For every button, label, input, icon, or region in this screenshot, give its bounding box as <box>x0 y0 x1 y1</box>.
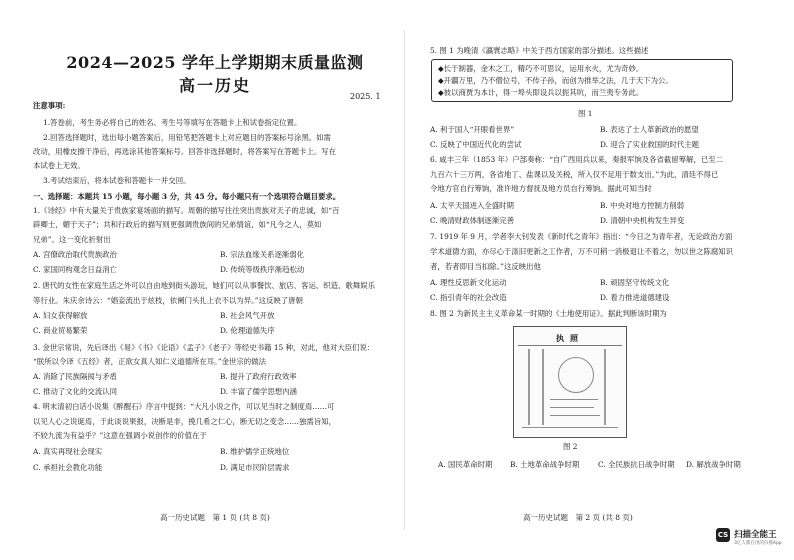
certificate-seal <box>558 357 594 393</box>
text-line: 令地方官自行筹饷，准许地方督抚及地方员自行筹饷。据此可知当时 <box>430 184 652 193</box>
text-line: 者，若者即目当扣除。”这反映出他 <box>430 262 541 271</box>
text-line: 3.考试结束后，将本试卷和答题卡一并交回。 <box>43 176 191 185</box>
option-b: B. 土地革命战争时期 <box>510 460 580 469</box>
option-d: D. 解放战争时期 <box>686 460 741 469</box>
quote-line: ◆开疆万里，乃不僧位号，不传子孙，而创为推举之法，几于天下为公。 <box>438 76 673 85</box>
text-line: 3. 金世宗常说，先后译出《易》《书》《论语》《孟子》《老子》等经史书籍 15 种，对此，他对大臣们说： <box>33 343 375 352</box>
option-a: A. 国民革命时期 <box>438 460 493 469</box>
text-line: 本试卷上无效。 <box>33 161 85 170</box>
certificate-text-line <box>550 399 598 400</box>
text-line: 注意事项: <box>33 101 66 110</box>
figure-1-quote-box <box>431 59 733 102</box>
text-line: B. 中央对地方控制力削弱 <box>600 201 685 210</box>
certificate-column <box>604 349 606 425</box>
quote-line: ◆彼以商贾为本计，得一埠头即设兵以扼其吭，而兰夷专务此。 <box>438 88 644 97</box>
watermark-name: 扫描全能王 <box>734 530 777 540</box>
text-line: 8. 图 2 为新民主主义革命某一时期的《土地使用证》。据此判断该时期为 <box>430 309 667 318</box>
page-2-footer: 高一历史试题 第 2 页 (共 8 页) <box>523 513 633 522</box>
exam-date: 2025. 1 <box>350 92 381 101</box>
text-line: 1.《诗经》中有大量关于贵族家宴场面的描写。周朝的描写往往突出贵族对天子的忠诚，如“百 <box>33 206 340 215</box>
figure-2-caption: 图 2 <box>563 442 578 451</box>
certificate-column <box>542 349 544 425</box>
text-line: 1.答卷前，考生务必将自己的姓名、考生号等填写在答题卡上和试卷指定位置。 <box>43 118 302 127</box>
text-line: C. 晚清财政体制逐渐完善 <box>430 216 514 225</box>
text-line: C. 指引青年的社会改造 <box>430 293 507 302</box>
text-line: C. 商业贸易繁荣 <box>33 326 88 335</box>
text-line: 学术道德方面，亦尽心于涤旧更新之工作者，万不可稍一消极退让不着之，勿以世之陈腐知识 <box>430 247 734 256</box>
text-line: A. 理性反思新文化运动 <box>430 278 507 287</box>
certificate-header: 执照 <box>518 333 622 346</box>
text-line: B. 宗法血缘关系逐渐弱化 <box>220 250 305 259</box>
certificate-bottom-line <box>522 427 618 428</box>
text-line: 2.回答选择题时，选出每小题答案后，用铅笔把答题卡上对应题目的答案标号涂黑。如需 <box>43 133 331 142</box>
figure-2-land-certificate-image <box>513 326 627 438</box>
text-line: D. 丰富了儒学思想内涵 <box>220 387 297 396</box>
text-line: 以见人心之说诞焉，于此谈说果报，决断是非，挽几希之仁心，断无切之变念……独需旨知， <box>33 417 337 426</box>
text-line: D. 满足市民阶层需求 <box>220 463 290 472</box>
page-1-footer: 高一历史试题 第 1 页 (共 8 页) <box>160 513 270 522</box>
text-line: C. 家国同构观念日益消亡 <box>33 265 117 274</box>
text-line: “朕所以令译《五经》者，正欲女真人知仁义道德所在耳。”金世宗的做法 <box>33 357 266 366</box>
option-c: C. 全民族抗日战争时期 <box>598 460 675 469</box>
watermark-tagline: 3亿人都在用的扫描App <box>734 541 782 546</box>
text-line: A. 真实再现社会现实 <box>33 447 103 456</box>
text-line: 九百六十三万两，各省地丁、盐课以及关税，所入仅不足用于数支出，”为此，清廷不得已 <box>430 170 719 179</box>
text-line: A. 妇女获得解放 <box>33 311 88 320</box>
text-line: A. 宫僚政治取代贵族政治 <box>33 250 117 259</box>
text-line: 一、选择题：本题共 15 小题，每小题 3 分，共 45 分。每小题只有一个选项符合题目要求。 <box>33 192 341 201</box>
text-line: 4. 明末清初白话小说集《醉醒石》序言中提到：“大凡小说之作，可以见当时之制度焉……可 <box>33 402 335 411</box>
certificate-text-line <box>550 407 594 408</box>
text-line: 7. 1919 年 9 月，学者李大钊发表《新时代之青年》指出：“今日之为青年者，无论政治方面 <box>430 232 733 241</box>
quote-line: ◆长于制器，金木之工，精巧不可思议，运用水火，尤为奇妙。 <box>438 64 644 73</box>
text-line: B. 提升了政府行政效率 <box>220 372 297 381</box>
text-line: A. 利于国人“开眼看世界” <box>430 125 515 134</box>
text-line: B. 顽固坚守传统文化 <box>600 278 670 287</box>
exam-subject: 高一历史 <box>178 76 251 95</box>
text-line: 兄弟”。这一变化折射出 <box>33 235 111 244</box>
text-line: D. 迎合了实业救国的时代主题 <box>600 140 700 149</box>
text-line: 等行业。朱庆余诗云：“娼妾流出于炫枝，依阑门头扎上衣不以为异。”这反映了唐朝 <box>33 296 303 305</box>
text-line: C. 反映了中国近代化的尝试 <box>430 140 522 149</box>
text-line: D. 传统等级秩序渐趋松动 <box>220 265 305 274</box>
text-line: B. 表达了士人革新政治的愿望 <box>600 125 699 134</box>
text-line: A. 太平天国进入全盛时期 <box>430 201 514 210</box>
text-line: 改动，用橡皮擦干净后，再选涂其他答案标号。回答非选择题时，将答案写在答题卡上。写在 <box>33 147 337 156</box>
text-line: 辟卿士，媚于天子”；共和行政后的描写则更强调贵族间的兄弟情谊，如“凡今之人，莫如 <box>33 220 322 229</box>
text-line: D. 清朝中央机构发生异变 <box>600 216 685 225</box>
text-line: C. 推动了文化的交流认同 <box>33 387 117 396</box>
text-line: 不较九流为有益乎？”这意在强调小说创作的价值在于 <box>33 431 207 440</box>
text-line: D. 着力推进道德建设 <box>600 293 670 302</box>
text-line: 2. 唐代的女性在家庭生活之外可以自由地到街头游玩，她们可以从事餐饮、旅店、客运、织造、歌舞娱乐 <box>33 281 375 290</box>
certificate-column <box>528 349 530 425</box>
text-line: 6. 咸丰三年（1853 年）户部奏称：“自广西用兵以来，奏报军饷及各省截留筹解，已至二 <box>430 155 724 164</box>
text-line: D. 伦理道德失序 <box>220 326 275 335</box>
text-line: B. 维护儒学正统地位 <box>220 447 290 456</box>
text-line: 5. 图 1 为晚清《瀛寰志略》中关于西方国家的部分描述。这些描述 <box>430 46 649 55</box>
camscanner-logo-icon: CS <box>716 528 730 542</box>
text-line: B. 社会风气开放 <box>220 311 275 320</box>
text-line: A. 消除了民族隔阂与矛盾 <box>33 372 117 381</box>
figure-1-caption: 图 1 <box>578 109 593 118</box>
certificate-text-line <box>550 415 600 416</box>
exam-title: 2024—2025 学年上学期期末质量监测 <box>66 53 364 72</box>
text-line: C. 承担社会教化功能 <box>33 463 103 472</box>
